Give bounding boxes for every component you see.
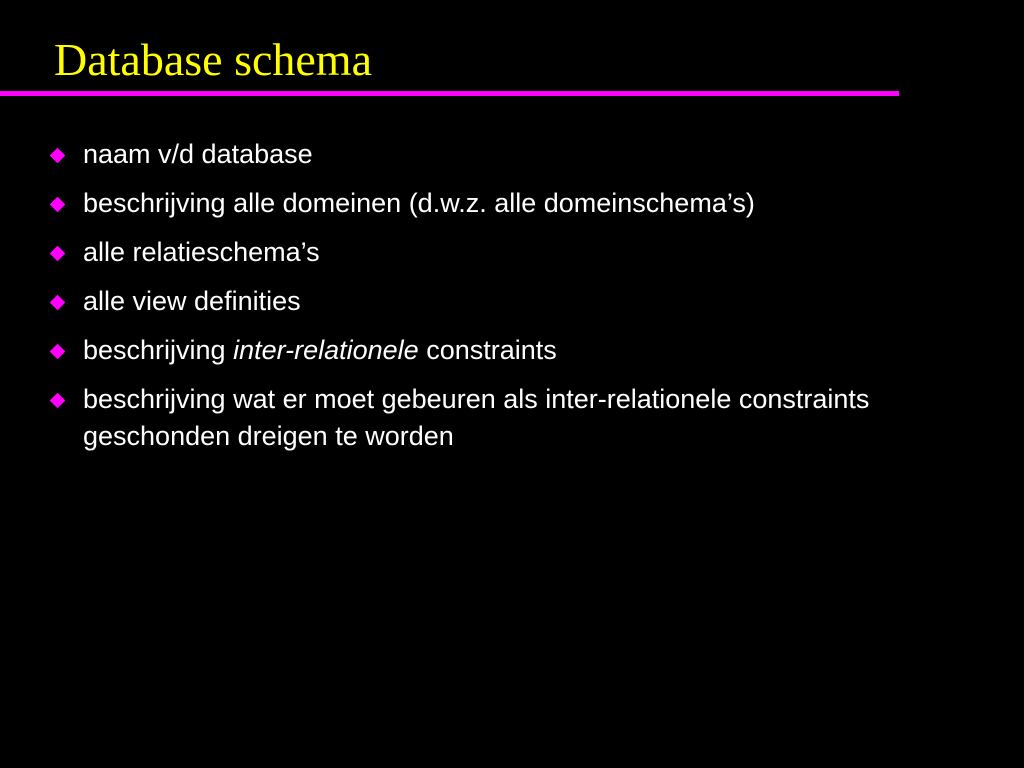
bullet-text: alle relatieschema’s (83, 237, 320, 267)
bullet-text-before: beschrijving (83, 335, 234, 365)
bullet-item-constraint-violation (46, 381, 986, 454)
diamond-bullet-icon (50, 148, 66, 164)
diamond-bullet-icon (50, 246, 66, 262)
bullet-text: naam v/d database (83, 139, 313, 169)
bullet-text: beschrijving alle domeinen (d.w.z. alle domeinschema’s) (83, 188, 755, 218)
bullet-item-inter-relational-constraints (46, 332, 986, 369)
bullet-item-view-definitions (46, 283, 986, 320)
diamond-bullet-icon (50, 344, 66, 360)
diamond-bullet-icon (50, 295, 66, 311)
bullet-text: alle view definities (83, 286, 301, 316)
bullet-item-database-name (46, 136, 986, 173)
bullet-item-domains (46, 185, 986, 222)
bullet-item-relation-schemas (46, 234, 986, 271)
slide-title: Database schema (54, 34, 373, 85)
bullet-text: beschrijving wat er moet gebeuren als inter-relationele constraints geschonden dreigen te worden (83, 384, 870, 451)
bullet-text-after: constraints (418, 335, 557, 365)
diamond-bullet-icon (50, 393, 66, 409)
diamond-bullet-icon (50, 197, 66, 213)
bullet-text-emphasis: inter-relationele (233, 335, 419, 365)
title-divider (0, 91, 899, 96)
bullet-list (46, 136, 986, 467)
